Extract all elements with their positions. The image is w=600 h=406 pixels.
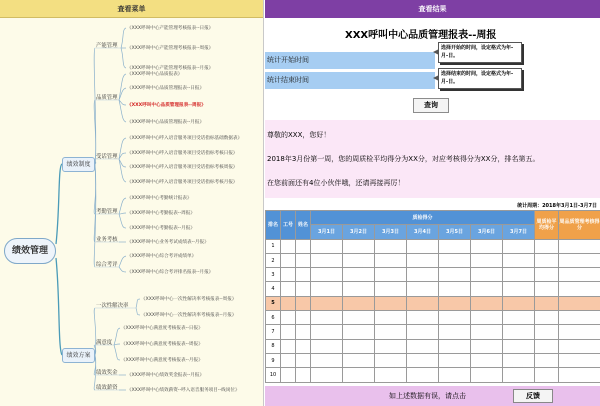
table-cell <box>471 239 503 253</box>
report-link[interactable]: 《XXX呼叫中心产能管理考核报表--月报》 <box>127 66 214 71</box>
table-cell <box>281 339 296 353</box>
table-cell <box>503 268 535 282</box>
report-link[interactable]: 《XXX呼叫中心考勤报表--周报》 <box>127 211 195 216</box>
table-cell <box>471 368 503 382</box>
group-call-handling[interactable]: 受话管理 <box>96 154 118 160</box>
table-cell <box>559 311 600 325</box>
report-link[interactable]: 《XXX呼叫中心综合考评排名报表--月报》 <box>127 270 214 275</box>
table-cell <box>535 296 559 310</box>
report-link[interactable]: 《XXX呼叫中心一次性解决率考核报表--周报》 <box>141 297 237 302</box>
table-cell <box>439 311 471 325</box>
table-cell <box>296 296 311 310</box>
col-header-date: 3月1日 <box>311 225 343 239</box>
table-cell <box>439 239 471 253</box>
report-link[interactable]: 《XXX呼叫中心考勤统计报表》 <box>127 196 192 201</box>
table-cell <box>535 353 559 367</box>
table-cell <box>559 282 600 296</box>
table-cell <box>343 325 375 339</box>
table-cell <box>296 325 311 339</box>
table-row <box>266 253 600 267</box>
table-row <box>266 282 600 296</box>
greeting-text: 尊敬的XXX，您好！ <box>267 131 331 139</box>
table-cell <box>375 282 407 296</box>
report-link[interactable]: 《XXX呼叫中心考勤报表--月报》 <box>127 226 195 231</box>
report-link[interactable]: 《XXX呼叫中心品质报表》 <box>127 72 183 77</box>
table-cell <box>439 368 471 382</box>
branch-performance-plan[interactable]: 绩效方案 <box>62 348 95 363</box>
table-cell <box>375 268 407 282</box>
table-cell <box>296 353 311 367</box>
rank-cell: 6 <box>266 311 281 325</box>
report-link[interactable]: 《XXX呼叫中心综合考评成绩单》 <box>127 254 197 259</box>
table-cell <box>503 353 535 367</box>
table-cell <box>559 353 600 367</box>
table-cell <box>503 339 535 353</box>
table-cell <box>281 282 296 296</box>
rank-cell: 1 <box>266 239 281 253</box>
start-date-tip-text: 选择开始的时间，设定格式为年-月-日。 <box>441 45 514 59</box>
table-cell <box>559 339 600 353</box>
report-link[interactable]: 《XXX呼叫中心呼入语音服务项目受话指标考核日报》 <box>127 151 238 156</box>
table-cell <box>407 253 439 267</box>
table-cell <box>343 253 375 267</box>
group-bonus[interactable]: 绩效奖金 <box>96 370 118 376</box>
table-cell <box>503 325 535 339</box>
rank-cell: 9 <box>266 353 281 367</box>
table-cell <box>503 296 535 310</box>
table-cell <box>471 282 503 296</box>
start-date-tooltip <box>438 42 522 63</box>
table-cell <box>407 296 439 310</box>
rank-cell: 3 <box>266 268 281 282</box>
tooltip-pointer-icon <box>433 75 439 81</box>
group-quality[interactable]: 品质管理 <box>96 95 118 101</box>
table-cell <box>343 268 375 282</box>
col-header-date: 3月7日 <box>503 225 535 239</box>
tooltip-pointer-icon <box>433 49 439 55</box>
col-header-date: 3月3日 <box>375 225 407 239</box>
center-node[interactable]: 绩效管理 <box>4 238 56 264</box>
group-salary[interactable]: 绩效薪资 <box>96 385 118 391</box>
table-cell <box>281 268 296 282</box>
table-cell <box>343 353 375 367</box>
table-cell <box>559 239 600 253</box>
col-header-id: 工号 <box>281 211 296 240</box>
table-cell <box>311 239 343 253</box>
table-cell <box>311 282 343 296</box>
rank-cell: 4 <box>266 282 281 296</box>
table-cell <box>407 239 439 253</box>
report-link[interactable]: 《XXX呼叫中心满意度考核报表--月报》 <box>121 358 203 363</box>
report-link[interactable]: 《XXX呼叫中心呼入语音服务项目受话指标考核月报》 <box>127 180 238 185</box>
col-header-name: 姓名 <box>296 211 311 240</box>
table-row <box>266 368 600 382</box>
table-cell <box>407 325 439 339</box>
table-cell <box>311 368 343 382</box>
table-cell <box>296 368 311 382</box>
query-button[interactable]: 查询 <box>413 98 449 113</box>
table-cell <box>343 239 375 253</box>
rank-cell: 10 <box>266 368 281 382</box>
table-cell <box>296 239 311 253</box>
report-link[interactable]: 《XXX呼叫中心呼入语音服务项目受话指标基础数据表》 <box>127 136 243 141</box>
feedback-button[interactable]: 反馈 <box>513 389 553 403</box>
table-cell <box>559 268 600 282</box>
col-header-date: 3月4日 <box>407 225 439 239</box>
table-cell <box>439 268 471 282</box>
table-cell <box>471 268 503 282</box>
table-cell <box>343 282 375 296</box>
group-capacity[interactable]: 产能管理 <box>96 43 118 49</box>
menu-panel <box>0 0 264 406</box>
col-header-date: 3月6日 <box>471 225 503 239</box>
table-cell <box>296 253 311 267</box>
table-cell <box>375 239 407 253</box>
table-cell <box>375 296 407 310</box>
table-row <box>266 239 600 253</box>
table-cell <box>281 239 296 253</box>
table-cell <box>503 239 535 253</box>
table-row <box>266 311 600 325</box>
table-cell <box>439 339 471 353</box>
table-cell <box>407 353 439 367</box>
end-date-field[interactable]: 统计结束时间 <box>265 72 435 89</box>
col-header-date: 3月2日 <box>343 225 375 239</box>
table-cell <box>281 296 296 310</box>
rank-cell: 2 <box>266 253 281 267</box>
report-title: XXX呼叫中心品质管理报表--周报 <box>345 30 497 41</box>
table-cell <box>439 253 471 267</box>
table-cell <box>281 253 296 267</box>
table-cell <box>535 311 559 325</box>
report-link[interactable]: 《XXX呼叫中心满意度考核报表--周报》 <box>121 342 203 347</box>
table-cell <box>559 253 600 267</box>
report-link[interactable]: 《XXX呼叫中心品质管理报表--月报》 <box>127 120 205 125</box>
table-cell <box>311 311 343 325</box>
message-area <box>265 120 600 198</box>
table-cell <box>535 268 559 282</box>
table-cell <box>281 325 296 339</box>
table-cell <box>407 368 439 382</box>
table-cell <box>471 339 503 353</box>
table-cell <box>375 311 407 325</box>
table-cell <box>311 325 343 339</box>
table-cell <box>407 339 439 353</box>
rank-cell: 7 <box>266 325 281 339</box>
stat-period: 统计周期：2018年3月1日-3月7日 <box>517 203 597 209</box>
table-cell <box>343 339 375 353</box>
table-cell <box>503 311 535 325</box>
table-cell <box>281 311 296 325</box>
summary-text: 2018年3月份第一周，您的周质检平均得分为XX分，对应考核得分为XX分，排名第五。 <box>267 155 540 163</box>
table-cell <box>296 268 311 282</box>
table-row <box>266 339 600 353</box>
table-row <box>266 325 600 339</box>
group-business-exam[interactable]: 业务考核 <box>96 237 118 243</box>
table-cell <box>407 311 439 325</box>
report-link[interactable]: 《XXX呼叫中心品质管理报表--日报》 <box>127 86 205 91</box>
table-cell <box>375 368 407 382</box>
col-header-weekly-score: 周品质管理考核得分 <box>559 211 600 240</box>
table-cell <box>439 325 471 339</box>
table-cell <box>375 353 407 367</box>
table-cell <box>503 368 535 382</box>
table-cell <box>535 282 559 296</box>
table-cell <box>503 282 535 296</box>
group-comprehensive[interactable]: 综合考评 <box>96 262 118 268</box>
start-date-field[interactable]: 统计开始时间 <box>265 52 435 69</box>
table-cell <box>503 253 535 267</box>
table-cell <box>535 253 559 267</box>
table-cell <box>311 296 343 310</box>
end-date-tooltip <box>438 68 522 89</box>
table-cell <box>535 368 559 382</box>
col-header-quality-score: 质检得分 <box>311 211 535 225</box>
group-first-call-resolution[interactable]: 一次性解决率 <box>96 303 129 309</box>
table-cell <box>471 253 503 267</box>
feedback-prompt: 如上述数据有误，请点击 <box>389 392 466 400</box>
rank-cell: 8 <box>266 339 281 353</box>
table-cell <box>281 368 296 382</box>
table-cell <box>471 311 503 325</box>
table-cell <box>559 296 600 310</box>
result-panel <box>265 0 600 406</box>
table-cell <box>471 296 503 310</box>
table-cell <box>296 282 311 296</box>
report-link[interactable]: 《XXX呼叫中心绩效薪资--呼入语音服务项目--线岗位》 <box>127 388 240 393</box>
col-header-weekly-avg: 周质检平均得分 <box>535 211 559 240</box>
table-row <box>266 268 600 282</box>
col-header-rank: 排名 <box>266 211 281 240</box>
table-cell <box>407 282 439 296</box>
col-header-date: 3月5日 <box>439 225 471 239</box>
table-row <box>266 353 600 367</box>
table-cell <box>471 353 503 367</box>
table-cell <box>311 253 343 267</box>
table-cell <box>343 311 375 325</box>
table-cell <box>375 339 407 353</box>
menu-panel-header: 查看菜单 <box>0 0 263 18</box>
report-link[interactable]: 《XXX呼叫中心业务考试成绩表--月报》 <box>127 240 209 245</box>
table-cell <box>471 325 503 339</box>
result-panel-header: 查看结果 <box>265 0 600 18</box>
table-cell <box>559 325 600 339</box>
branch-performance-system[interactable]: 绩效制度 <box>62 157 95 172</box>
table-cell <box>343 368 375 382</box>
table-cell <box>296 311 311 325</box>
report-link[interactable]: 《XXX呼叫中心绩效奖金报表--月报》 <box>127 373 205 378</box>
group-attendance[interactable]: 考勤管理 <box>96 209 118 215</box>
table-cell <box>296 339 311 353</box>
report-link[interactable]: 《XXX呼叫中心一次性解决率考核报表--月报》 <box>141 313 237 318</box>
table-cell <box>559 368 600 382</box>
table-cell <box>311 268 343 282</box>
group-satisfaction[interactable]: 满意度 <box>96 340 113 346</box>
report-link[interactable]: 《XXX呼叫中心满意度考核报表--日报》 <box>121 326 203 331</box>
encourage-text: 在您前面还有4位小伙伴哦，还请再接再厉！ <box>267 179 405 187</box>
score-table <box>265 210 600 383</box>
table-cell <box>535 325 559 339</box>
report-link[interactable]: 《XXX呼叫中心呼入语音服务项目受话指标考核周报》 <box>127 165 238 170</box>
table-cell <box>311 353 343 367</box>
mind-map <box>0 18 264 406</box>
table-cell <box>535 239 559 253</box>
report-link[interactable]: 《XXX呼叫中心产能管理考核报表--周报》 <box>127 46 214 51</box>
table-cell <box>407 268 439 282</box>
table-row <box>266 296 600 310</box>
table-cell <box>343 296 375 310</box>
table-cell <box>439 353 471 367</box>
report-link[interactable]: 《XXX呼叫中心产能管理考核报表--日报》 <box>127 26 214 31</box>
table-cell <box>281 353 296 367</box>
table-cell <box>439 296 471 310</box>
rank-cell: 5 <box>266 296 281 310</box>
table-cell <box>375 325 407 339</box>
table-cell <box>375 253 407 267</box>
table-cell <box>311 339 343 353</box>
feedback-bar <box>265 386 600 406</box>
end-date-tip-text: 选择结束的时间，设定格式为年-月-日。 <box>441 71 514 85</box>
table-cell <box>535 339 559 353</box>
report-link-selected[interactable]: 《XXX呼叫中心品质管理报表--周报》 <box>127 103 206 108</box>
table-cell <box>439 282 471 296</box>
